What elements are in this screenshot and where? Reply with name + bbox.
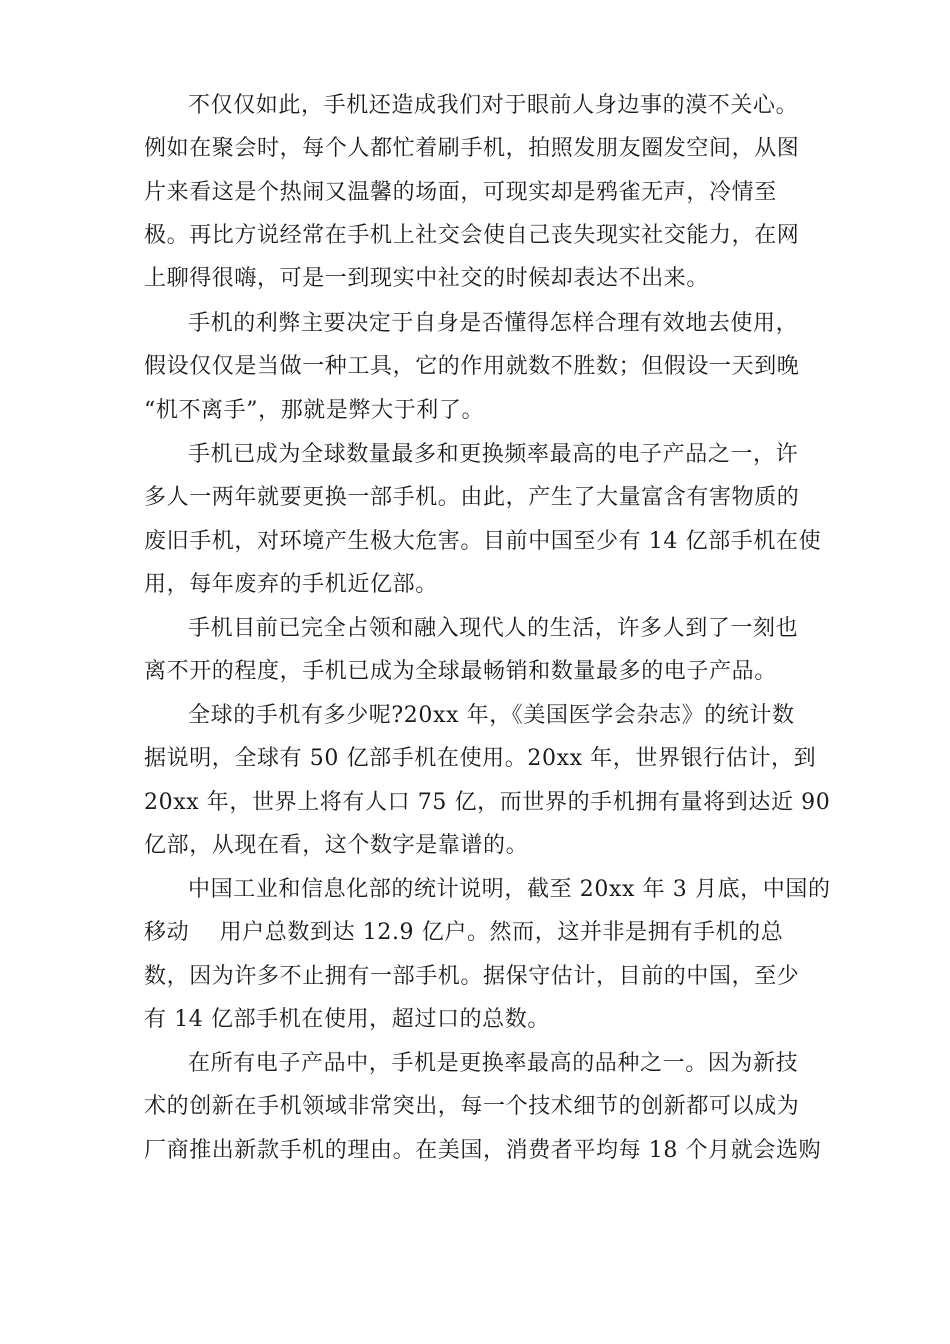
text-line: 中国工业和信息化部的统计说明，截至 20xx 年 3 月底，中国的 [188, 877, 831, 902]
text-line: 不仅仅如此，手机还造成我们对于眼前人身边事的漠不关心。 [188, 93, 799, 118]
text-line: 手机的利弊主要决定于自身是否懂得怎样合理有效地去使用， [188, 311, 799, 336]
text-line: 例如在聚会时，每个人都忙着刷手机，拍照发朋友圈发空间，从图 [144, 136, 800, 161]
text-line: 手机已成为全球数量最多和更换频率最高的电子产品之一，许 [188, 442, 799, 467]
text-line: 厂商推出新款手机的理由。在美国，消费者平均每 18 个月就会选购 [144, 1138, 822, 1163]
text-line: 在所有电子产品中，手机是更换率最高的品种之一。因为新技 [188, 1051, 799, 1076]
text-line: 片来看这是个热闹又温馨的场面，可现实却是鸦雀无声，冷情至 [144, 180, 777, 205]
text-line: 术的创新在手机领域非常突出，每一个技术细节的创新都可以成为 [144, 1094, 800, 1119]
text-line: 亿部，从现在看，这个数字是靠谱的。 [144, 833, 529, 858]
text-line: 移动 用户总数到达 12.9 亿户。然而，这并非是拥有手机的总 [144, 920, 784, 945]
text-line: 据说明，全球有 50 亿部手机在使用。20xx 年，世界银行估计，到 [144, 746, 817, 771]
text-line: 数，因为许多不止拥有一部手机。据保守估计，目前的中国，至少 [144, 964, 800, 989]
text-line: 离不开的程度，手机已成为全球最畅销和数量最多的电子产品。 [144, 659, 777, 684]
text-line: 极。再比方说经常在手机上社交会使自己丧失现实社交能力，在网 [144, 223, 800, 248]
text-line: 20xx 年，世界上将有人口 75 亿，而世界的手机拥有量将到达近 90 [144, 790, 831, 815]
text-line: 手机目前已完全占领和融入现代人的生活，许多人到了一刻也 [188, 616, 799, 641]
text-line: 用，每年废弃的手机近亿部。 [144, 572, 438, 597]
text-line: 全球的手机有多少呢?20xx 年，《美国医学会杂志》的统计数 [188, 703, 795, 728]
text-line: 上聊得很嗨，可是一到现实中社交的时候却表达不出来。 [144, 266, 710, 291]
text-line: 废旧手机，对环境产生极大危害。目前中国至少有 14 亿部手机在使 [144, 529, 822, 554]
text-line: 假设仅仅是当做一种工具，它的作用就数不胜数；但假设一天到晚 [144, 354, 800, 379]
text-line: 有 14 亿部手机在使用，超过口的总数。 [144, 1007, 550, 1032]
text-line: “机不离手”，那就是弊大于利了。 [144, 398, 485, 423]
text-line: 多人一两年就要更换一部手机。由此，产生了大量富含有害物质的 [144, 485, 800, 510]
